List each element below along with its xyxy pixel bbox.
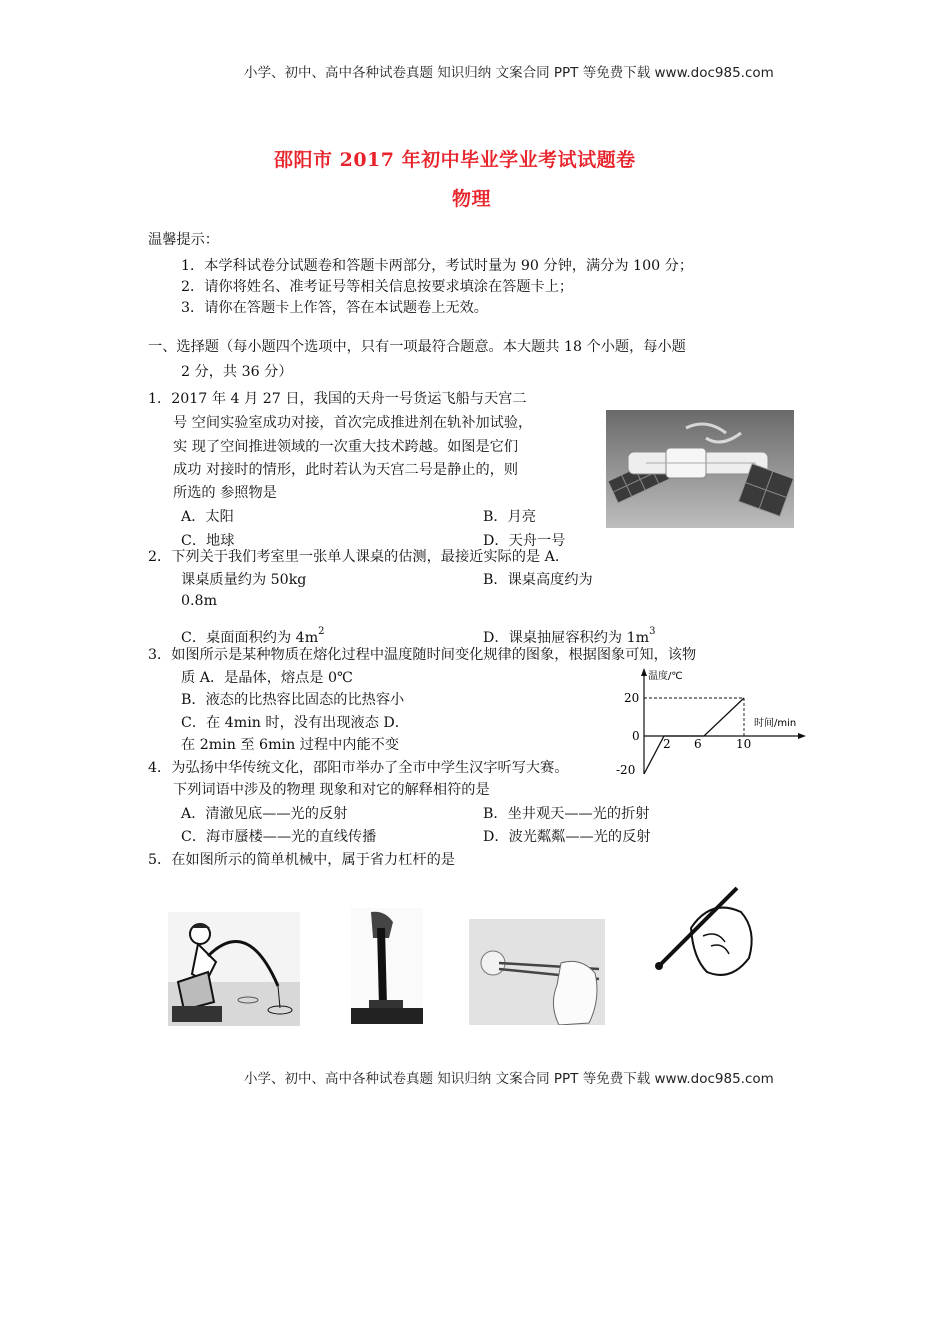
chopsticks-figure [469,919,605,1025]
y-axis-arrow [641,668,647,676]
q1-text: 实 现了空间推进领域的一次重大技术跨越。如图是它们 [173,439,519,455]
q3-option-a: 质 A．是晶体，熔点是 0℃ [181,670,353,686]
section-heading: 一、选择题（每小题四个选项中，只有一项最符合题意。本大题共 18 个小题，每小题 [148,339,686,355]
melting-graph [612,666,812,778]
page-footer: 小学、初中、高中各种试卷真题 知识归纳 文案合同 PPT 等免费下载 www.doc985.com [244,1071,774,1087]
graph-ylabel: 温度/℃ [648,671,683,682]
q5-text: 5．在如图所示的简单机械中，属于省力杠杆的是 [148,852,455,868]
q1-text: 成功 对接时的情形，此时若认为天宫二号是静止的，则 [173,462,519,478]
q4-option-b: B．坐井观天——光的折射 [483,806,650,822]
space-station-photo [606,410,794,528]
q1-option-a: A．太阳 [181,509,234,525]
x-tick-2: 2 [663,737,671,751]
page-title: 邵阳市 2017 年初中毕业学业考试试题卷 [274,149,636,171]
x-tick-6: 6 [694,737,702,751]
q1-option-b: B．月亮 [483,509,536,525]
y-tick-0: 0 [632,729,640,743]
pen-writing-figure [651,884,763,988]
subject-title: 物理 [452,188,492,210]
q4-option-d: D．波光粼粼——光的反射 [483,829,651,845]
fishing-rod-figure [168,912,300,1026]
crowbar-figure [351,908,423,1024]
q3-text: 3．如图所示是某种物质在熔化过程中温度随时间变化规律的图象，根据图象可知，该物 [148,647,697,663]
q1-text: 所选的 参照物是 [173,485,277,501]
notice-item: 1．本学科试卷分试题卷和答题卡两部分，考试时量为 90 分钟，满分为 100 分； [181,258,694,274]
q4-text: 下列词语中涉及的物理 现象和对它的解释相符的是 [173,782,490,798]
y-tick-20: 20 [624,691,640,705]
q2-option-b-cont: 0.8m [181,593,218,609]
notice-item: 3．请你在答题卡上作答，答在本试题卷上无效。 [181,300,488,316]
q4-option-a: A．清澈见底——光的反射 [181,806,348,822]
q1-text: 1．2017 年 4 月 27 日，我国的天舟一号货运飞船与天宫二 [148,391,527,407]
q1-option-c: C．地球 [181,533,235,549]
q2-option-c: C．桌面面积约为 $4m^2$ [181,626,325,646]
notice-item: 2．请你将姓名、准考证号等相关信息按要求填涂在答题卡上； [181,279,574,295]
q4-option-c: C．海市蜃楼——光的直线传播 [181,829,377,845]
y-tick-neg20: -20 [616,763,636,777]
section-heading-cont: 2 分，共 36 分） [181,364,293,380]
q2-option-b: B．课桌高度约为 [483,572,593,588]
x-tick-10: 10 [736,737,752,751]
notice-heading: 温馨提示： [148,232,219,248]
x-axis-arrow [798,733,806,739]
q2-option-d: D．课桌抽屉容积约为 $1m^3$ [483,626,656,646]
q3-option-c: C．在 4min 时，没有出现液态 D． [181,715,409,731]
q1-text: 号 空间实验室成功对接，首次完成推进剂在轨补加试验， [173,415,533,431]
q4-text: 4．为弘扬中华传统文化，邵阳市举办了全市中学生汉字听写大赛。 [148,760,569,776]
q1-option-d: D．天舟一号 [483,533,566,549]
q2-text: 2．下列关于我们考室里一张单人课桌的估测，最接近实际的是 A． [148,549,570,565]
q2-option-a: 课桌质量约为 50kg [181,572,307,588]
page-header: 小学、初中、高中各种试卷真题 知识归纳 文案合同 PPT 等免费下载 www.doc985.com [244,65,774,81]
q3-option-b: B．液态的比热容比固态的比热容小 [181,692,405,708]
q3-option-d: 在 2min 至 6min 过程中内能不变 [181,737,400,753]
graph-xlabel: 时间/min [754,718,797,729]
